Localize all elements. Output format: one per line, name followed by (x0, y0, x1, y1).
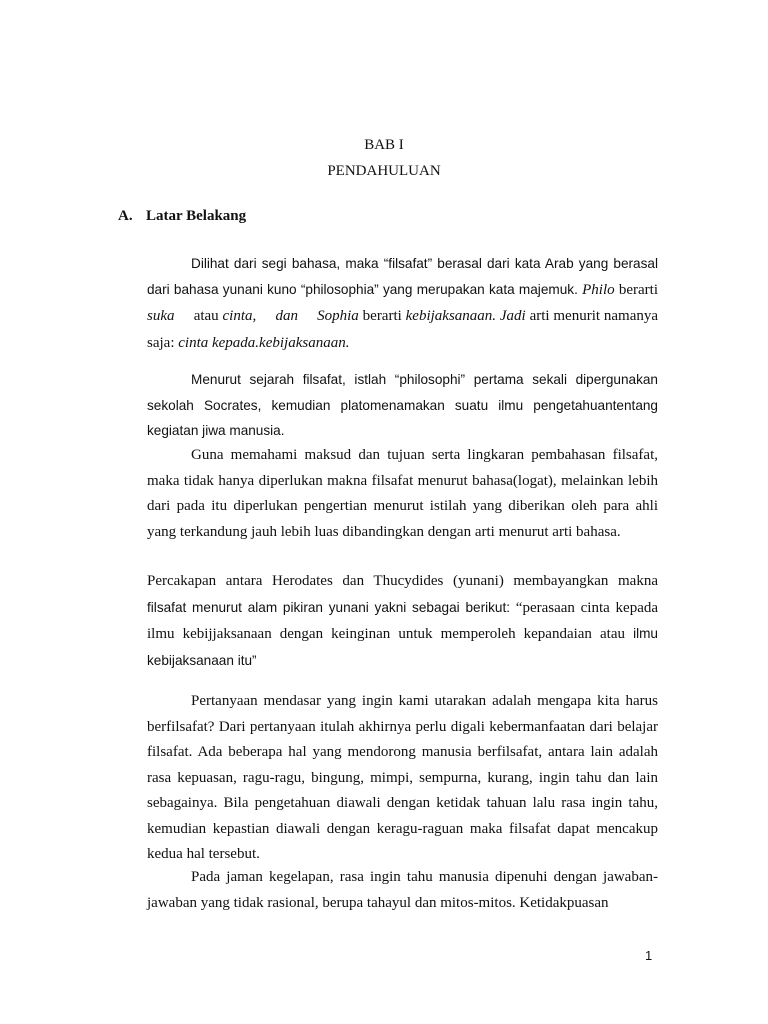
section-title: Latar Belakang (146, 208, 247, 224)
p1-text-1: Dilihat dari segi bahasa, maka “filsafat” berasal dari kata Arab yang berasal dari bahasa yunani kuno “philosophia” yang merupakan kata majemuk. (147, 256, 658, 297)
p4-text-1: Percakapan antara Herodates dan Thucydides (yunani) membayangkan makna (147, 573, 658, 589)
p1-jadi: Jadi (499, 308, 526, 324)
section-letter: A. (118, 208, 133, 224)
paragraph-4 (147, 569, 658, 674)
p4-text-3: “perasaan cinta kepada ilmu kebijjaksanaan dengan keinginan untuk memperoleh kepandaian atau (147, 599, 659, 642)
chapter-title: PENDAHULUAN (327, 163, 441, 179)
p1-philo: Philo (582, 281, 615, 298)
p1-kebijaksanaan: kebijaksanaan. (405, 308, 497, 324)
p1-cinta: cinta, (222, 308, 257, 324)
paragraph-6: Pada jaman kegelapan, rasa ingin tahu manusia dipenuhi dengan jawaban-jawaban yang tidak rasional, berupa tahayul dan mitos-mitos. Ketidakpuasan (147, 869, 658, 911)
p1-text-5: arti menurit namanya saja: (147, 308, 659, 351)
paragraph-1 (147, 251, 658, 356)
p4-text-2: filsafat menurut alam pikiran yunani yakni sebagai berikut: (147, 599, 511, 615)
p1-phrase: cinta kepada.kebijaksanaan. (178, 334, 350, 351)
paragraph-3: Guna memahami maksud dan tujuan serta lingkaran pembahasan filsafat, maka tidak hanya diperlukan makna filsafat menurut bahasa(logat), melainkan lebih dari pada itu diperlukan pengertian menurut istilah yang diberikan oleh para ahli yang terkandung jauh lebih luas dibandingkan dengan arti menurut arti bahasa. (147, 447, 658, 540)
p1-dan: dan (275, 308, 298, 324)
paragraph-2: Menurut sejarah filsafat, istlah “philosophi” pertama sekali dipergunakan sekolah Socrates, kemudian platomenamakan suatu ilmu pengetahuantentang kegiatan jiwa manusia. (147, 372, 658, 438)
chapter-label: BAB I (364, 137, 404, 153)
p1-suka: suka (147, 308, 175, 324)
p1-text-3: atau (193, 308, 219, 324)
p1-text-2: berarti (618, 281, 659, 298)
p4-text-4: ilmu kebijaksanaan itu” (147, 626, 658, 668)
paragraph-5: Pertanyaan mendasar yang ingin kami utarakan adalah mengapa kita harus berfilsafat? Dari pertanyaan itulah akhirnya perlu digali kebermanfaatan dari belajar filsafat. Ada beberapa hal yang mendorong manusia berfilsafat, antara lain adalah rasa kepuasan, ragu-ragu, bingung, mimpi, sempurna, kurang, ingin tahu dan lain sebagainya. Bila pengetahuan diawali dengan ketidak tahuan lalu rasa ingin tahu, kemudian kepastian diawali dengan keragu-raguan maka filsafat dapat mencakup kedua hal tersebut. (147, 693, 658, 862)
p1-text-4: berarti (362, 308, 402, 324)
section-heading (118, 208, 246, 225)
p1-sophia: Sophia (317, 308, 359, 324)
page-number: 1 (645, 948, 653, 963)
